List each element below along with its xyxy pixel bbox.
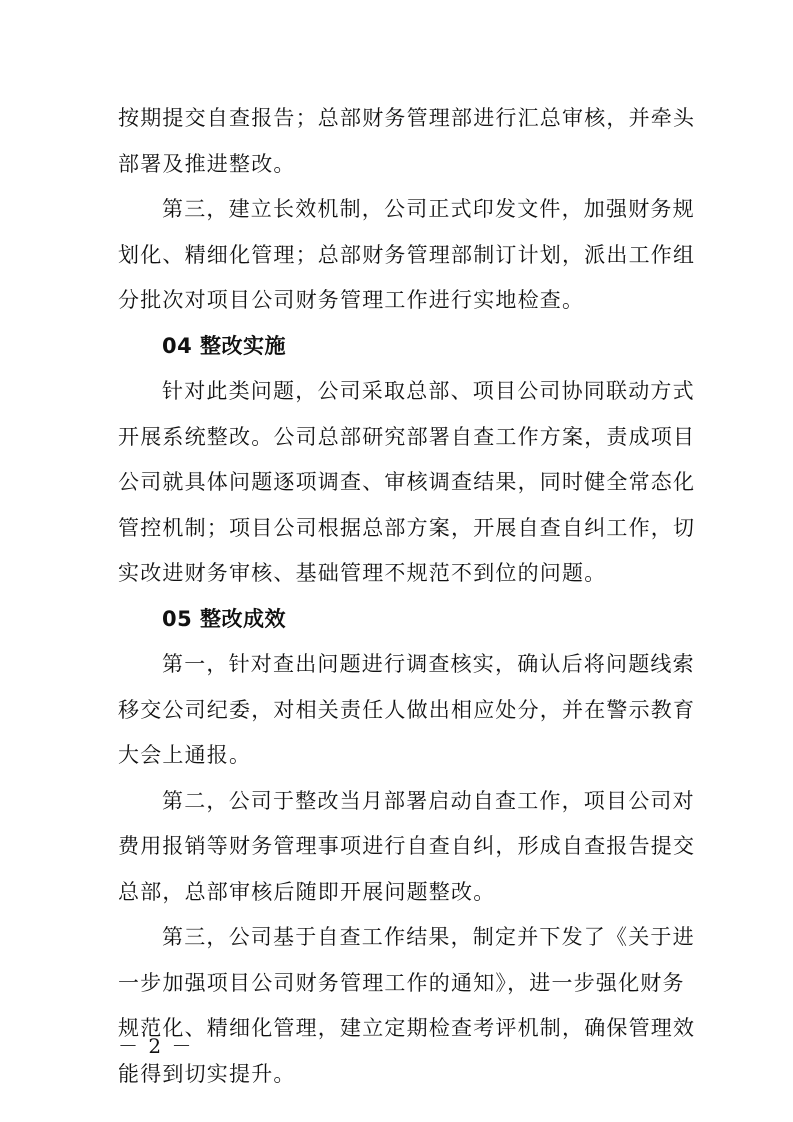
text-line: 针对此类问题，公司采取总部、项目公司协同联动方式 <box>162 379 695 403</box>
text-line: 一步加强项目公司财务管理工作的通知》，进一步强化财务 <box>118 970 685 995</box>
text-line: 按期提交自查报告；总部财务管理部进行汇总审核，并牵头 <box>118 106 696 130</box>
text-line: 第三，公司基于自查工作结果，制定并下发了《关于进 <box>162 925 695 949</box>
text-line: 第二，公司于整改当月部署启动自查工作，项目公司对 <box>162 788 695 813</box>
text-line: 第一，针对查出问题进行调查核实，确认后将问题线索 <box>162 652 695 676</box>
text-line: 第三，建立长效机制，公司正式印发文件，加强财务规 <box>162 197 695 221</box>
text-line: 实改进财务审核、基础管理不规范不到位的问题。 <box>118 561 607 585</box>
text-line: 费用报销等财务管理事项进行自查自纠，形成自查报告提交 <box>118 834 696 858</box>
body-text <box>118 96 696 1097</box>
text-line: 大会上通报。 <box>118 743 252 767</box>
text-line: 能得到切实提升。 <box>118 1061 296 1086</box>
text-line: 规范化、精细化管理，建立定期检查考评机制，确保管理效 <box>118 1016 696 1040</box>
text-line: 划化、精细化管理；总部财务管理部制订计划，派出工作组 <box>118 242 696 267</box>
section-heading-04: 04 整改实施 <box>162 333 287 358</box>
text-line: 分批次对项目公司财务管理工作进行实地检查。 <box>118 288 585 312</box>
text-line: 移交公司纪委，对相关责任人做出相应处分，并在警示教育 <box>118 697 696 722</box>
text-line: 开展系统整改。公司总部研究部署自查工作方案，责成项目 <box>118 424 696 449</box>
text-line: 公司就具体问题逐项调查、审核调查结果，同时健全常态化 <box>118 470 696 494</box>
section-heading-05: 05 整改成效 <box>162 606 287 631</box>
text-line: 部署及推进整改。 <box>118 151 296 176</box>
text-line: 总部，总部审核后随即开展问题整改。 <box>118 879 496 904</box>
page-number: － 2 － <box>118 1034 194 1058</box>
text-line: 管控机制；项目公司根据总部方案，开展自查自纠工作，切 <box>118 515 696 540</box>
